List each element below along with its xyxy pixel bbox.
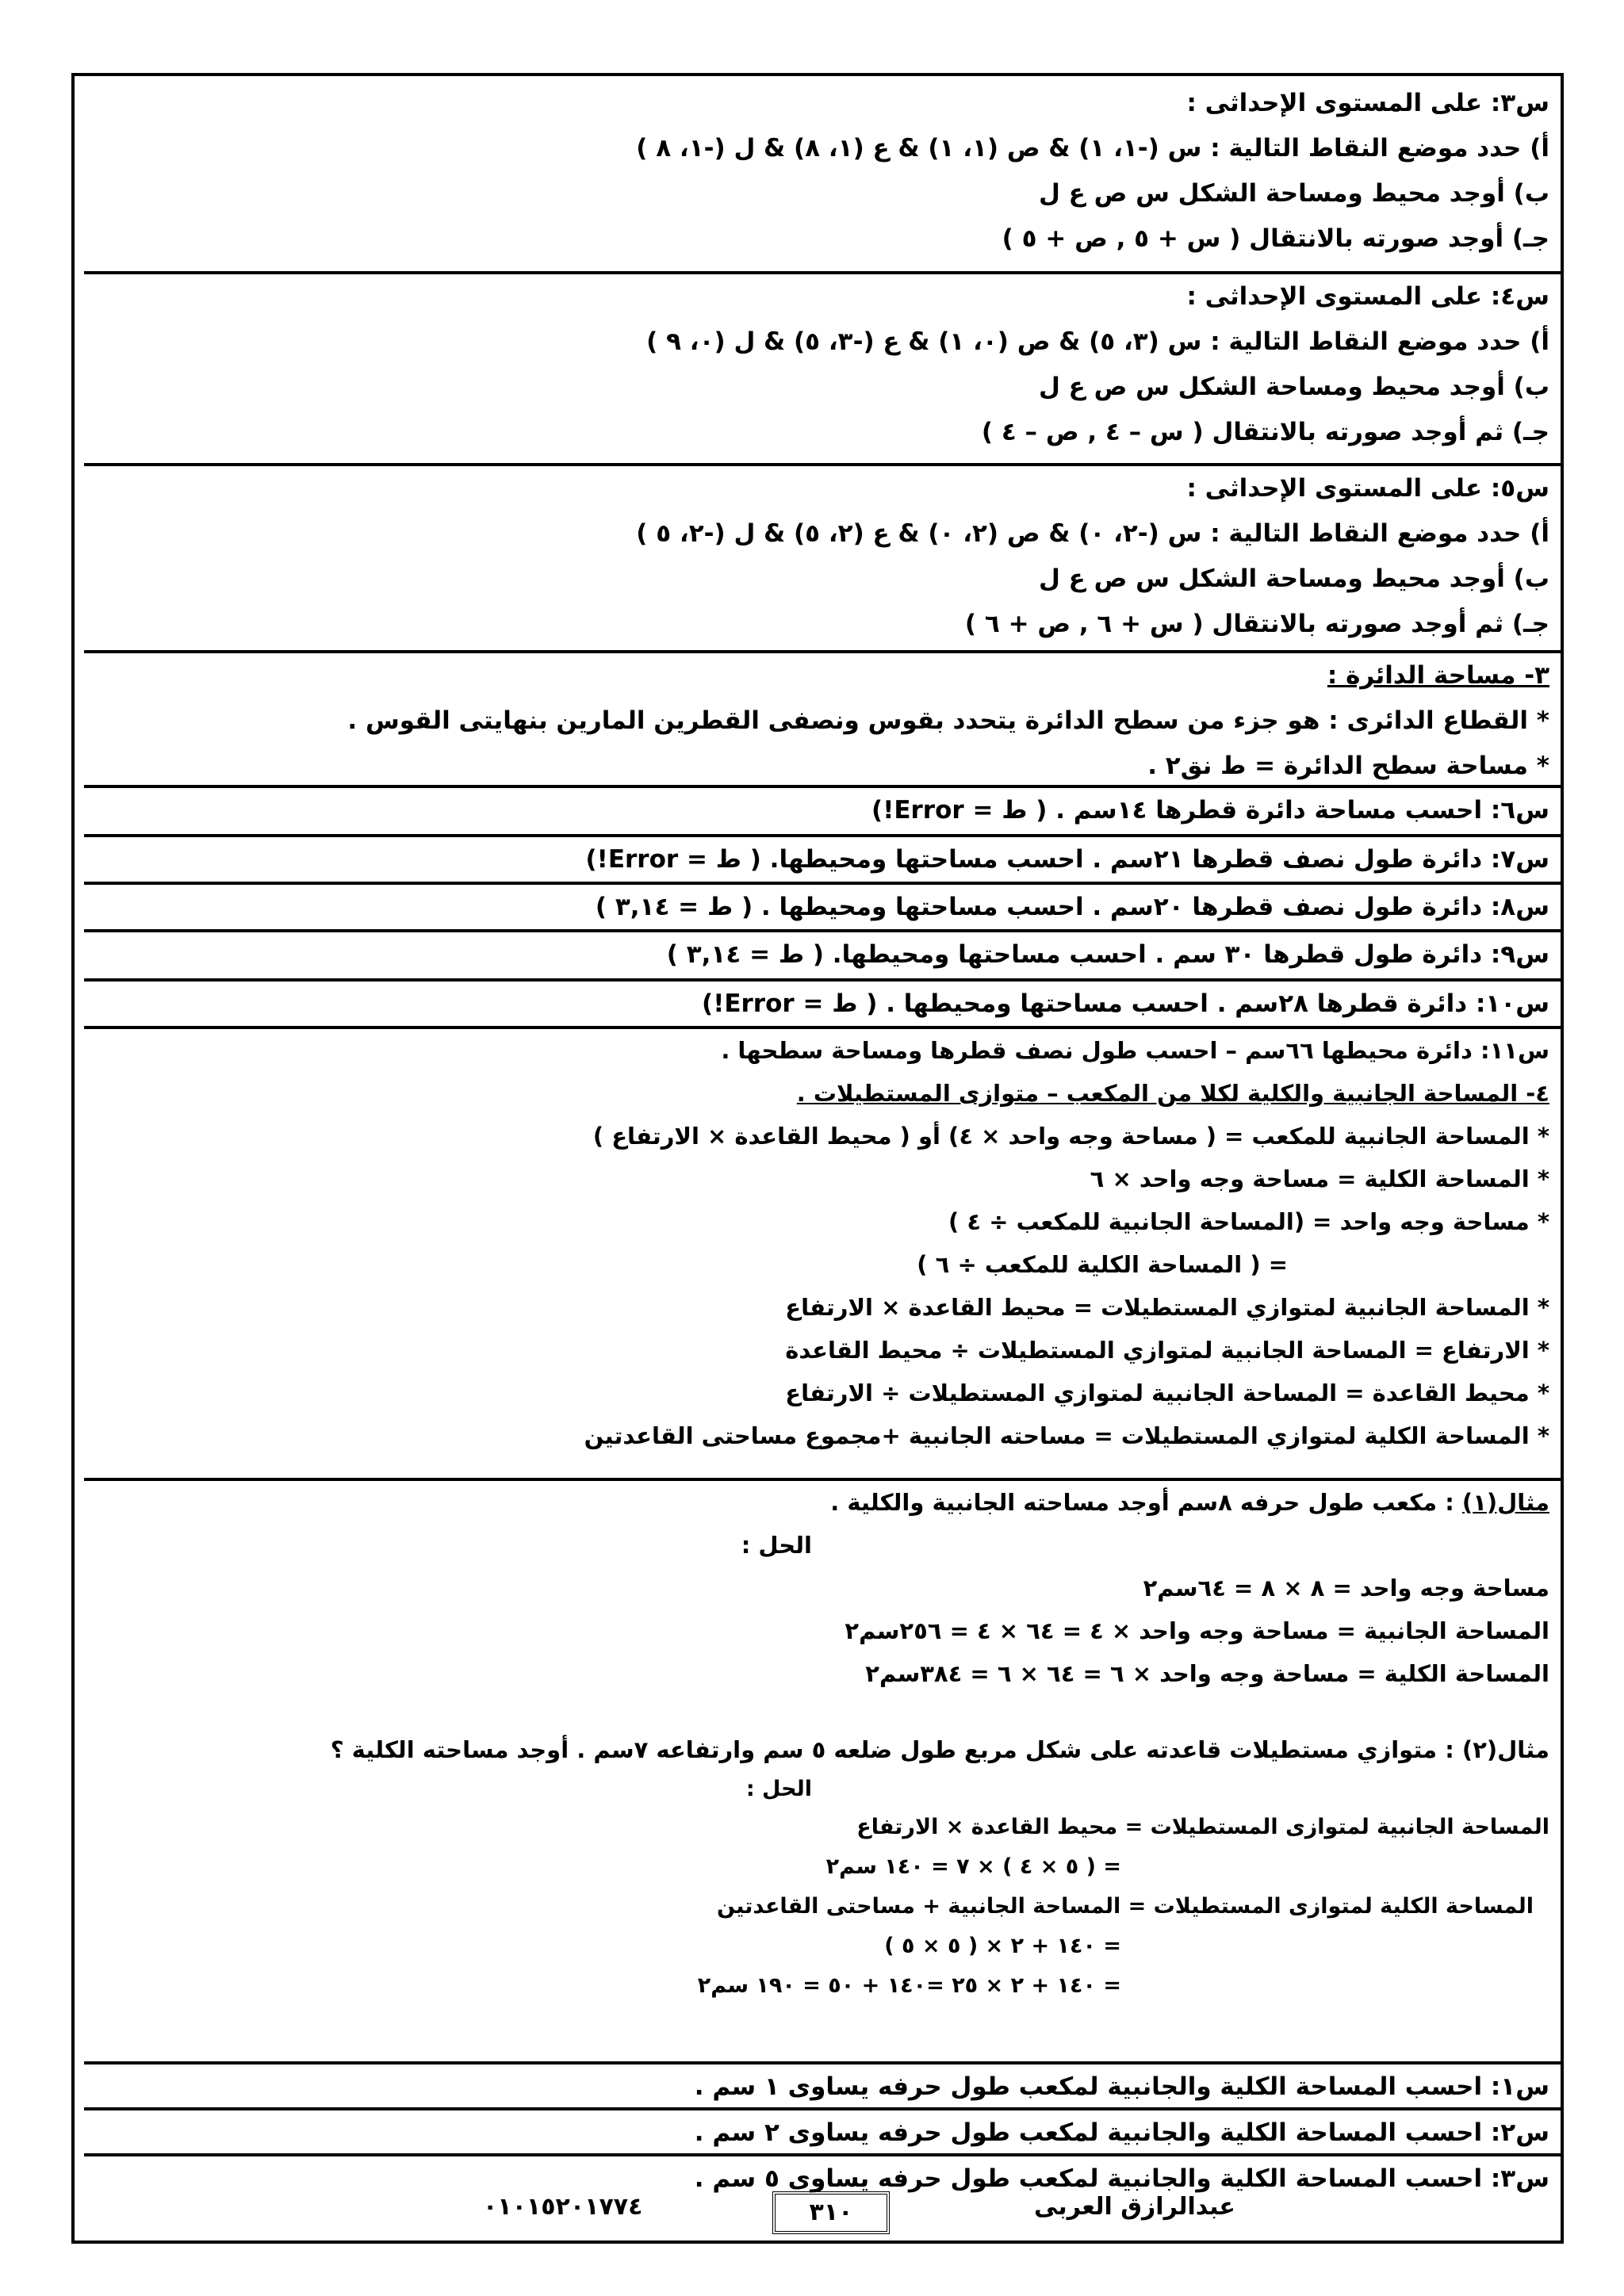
question-line: س٩: دائرة طول قطرها ٣٠ سم . احسب مساحتها ومحيطها. ( ط = ٣,١٤ )	[666, 940, 1549, 969]
example-2-step: = ( ٥ × ٤ ) × ٧ = ١٤٠ سم٢	[825, 1854, 1121, 1879]
example-2-step: = ١٤٠ + ٢ × ٢٥ =١٤٠ + ٥٠ = ١٩٠ سم٢	[697, 1973, 1121, 1998]
question-line: س٣: احسب المساحة الكلية والجانبية لمكعب طول حرفه يساوى ٥ سم .	[694, 2164, 1549, 2193]
example-2-step: = ١٤٠ + ٢ × ( ٥ × ٥ )	[884, 1934, 1121, 1958]
circle-question-9	[84, 932, 1561, 982]
q3-line: جـ) أوجد صورته بالانتقال ( س + ٥ , ص + ٥ )	[1002, 224, 1549, 253]
solution-label: الحل :	[741, 1532, 812, 1559]
q3-line: أ) حدد موضع النقاط التالية : س (-١، ١) & ص (١، ١) & ع (١، ٨) & ل (-١، ٨ )	[636, 134, 1549, 163]
q5-line: ب) أوجد محيط ومساحة الشكل س ص ع ل	[1038, 564, 1549, 593]
phone-number: ٠١٠١٥٢٠١٧٧٤	[483, 2193, 643, 2221]
rule-line: * الارتفاع = المساحة الجانبية لمتوازي المستطيلات ÷ محيط القاعدة	[785, 1337, 1549, 1364]
q4-line: أ) حدد موضع النقاط التالية : س (٣، ٥) & ص (٠، ١) & ع (-٣، ٥) & ل (٠، ٩ )	[646, 327, 1549, 356]
rule-line: * المساحة الكلية = مساحة وجه واحد × ٦	[1090, 1165, 1549, 1192]
q5-line: أ) حدد موضع النقاط التالية : س (-٢، ٠) & ص (٢، ٠) & ع (٢، ٥) & ل (-٢، ٥ )	[636, 519, 1549, 548]
final-question-2	[84, 2110, 1561, 2156]
question-line: س٦: احسب مساحة دائرة قطرها ١٤سم . ( ط = Error!)	[871, 796, 1549, 825]
surface-area-section	[84, 1029, 1561, 1481]
question-line: س٨: دائرة طول نصف قطرها ٢٠سم . احسب مساحتها ومحيطها . ( ط = ٣,١٤ )	[595, 893, 1549, 921]
page-content	[84, 81, 1561, 2241]
rule-line: * المساحة الكلية لمتوازي المستطيلات = مساحته الجانبية +مجموع مساحتى القاعدتين	[584, 1422, 1549, 1449]
question-4-block	[84, 274, 1561, 466]
definition-line: * القطاع الدائرى : هو جزء من سطح الدائرة يتحدد بقوس ونصفى القطرين المارين بنهايتى القوس .	[347, 706, 1549, 735]
final-question-1	[84, 2064, 1561, 2110]
question-line: س١: احسب المساحة الكلية والجانبية لمكعب طول حرفه يساوى ١ سم .	[694, 2072, 1549, 2101]
rule-line: * المساحة الجانبية للمكعب = ( مساحة وجه واحد × ٤) أو ( محيط القاعدة × الارتفاع )	[592, 1123, 1549, 1150]
q5-line: جـ) ثم أوجد صورته بالانتقال ( س + ٦ , ص + ٦ )	[964, 610, 1549, 638]
examples-block	[84, 1481, 1561, 2064]
question-line: س٧: دائرة طول نصف قطرها ٢١سم . احسب مساحتها ومحيطها. ( ط = Error!)	[585, 845, 1549, 874]
rule-line: * مساحة وجه واحد = (المساحة الجانبية للمكعب ÷ ٤ )	[948, 1208, 1549, 1235]
example-1-text: : مكعب طول حرفه ٨سم أوجد مساحته الجانبية والكلية .	[830, 1489, 1462, 1516]
example-1-step: المساحة الجانبية = مساحة وجه واحد × ٤ = ٦٤ × ٤ = ٢٥٦سم٢	[845, 1617, 1549, 1644]
question-line: س١٠: دائرة قطرها ٢٨سم . احسب مساحتها ومحيطها . ( ط = Error!)	[702, 989, 1549, 1018]
question-3-block	[84, 81, 1561, 274]
rule-line: = ( المساحة الكلية للمكعب ÷ ٦ )	[917, 1251, 1288, 1278]
q3-line: س٣: على المستوى الإحداثى :	[1186, 89, 1549, 117]
page-number: ٣١٠	[772, 2191, 890, 2234]
example-1-step: مساحة وجه واحد = ٨ × ٨ = ٦٤سم٢	[1143, 1575, 1549, 1601]
solution-label: الحل :	[745, 1777, 812, 1801]
page-footer	[75, 2185, 1561, 2233]
example-1-step: المساحة الكلية = مساحة وجه واحد × ٦ = ٦٤ × ٦ = ٣٨٤سم٢	[865, 1660, 1549, 1687]
example-2-step: المساحة الكلية لمتوازى المستطيلات = المساحة الجانبية + مساحتى القاعدتين	[716, 1894, 1534, 1919]
circle-question-8	[84, 885, 1561, 932]
question-5-block	[84, 466, 1561, 653]
circle-question-6	[84, 788, 1561, 837]
section-heading: ٤- المساحة الجانبية والكلية لكلا من المكعب – متوازى المستطيلات .	[796, 1080, 1549, 1107]
circle-question-10	[84, 982, 1561, 1029]
example-1-label: مثال(١)	[1461, 1489, 1549, 1516]
q4-line: جـ) ثم أوجد صورته بالانتقال ( س – ٤ , ص – ٤ )	[981, 418, 1549, 446]
example-2-step: المساحة الجانبية لمتوازى المستطيلات = محيط القاعدة × الارتفاع	[856, 1815, 1549, 1839]
rule-line: * المساحة الجانبية لمتوازي المستطيلات = محيط القاعدة × الارتفاع	[785, 1294, 1549, 1321]
example-2-title: مثال(٢) : متوازي مستطيلات قاعدته على شكل مربع طول ضلعه ٥ سم وارتفاعه ٧سم . أوجد مساحته الكلية ؟	[330, 1736, 1549, 1763]
formula-line: * مساحة سطح الدائرة = ط نق٢ .	[1147, 752, 1549, 780]
rule-line: * محيط القاعدة = المساحة الجانبية لمتوازي المستطيلات ÷ الارتفاع	[785, 1380, 1549, 1406]
question-line: س١١: دائرة محيطها ٦٦سم – احسب طول نصف قطرها ومساحة سطحها .	[721, 1037, 1549, 1064]
circle-area-section	[84, 653, 1561, 788]
question-line: س٢: احسب المساحة الكلية والجانبية لمكعب طول حرفه يساوى ٢ سم .	[694, 2118, 1549, 2147]
q4-line: ب) أوجد محيط ومساحة الشكل س ص ع ل	[1038, 373, 1549, 401]
section-heading: ٣- مساحة الدائرة :	[1327, 661, 1549, 690]
q4-line: س٤: على المستوى الإحداثى :	[1186, 282, 1549, 311]
page-frame	[71, 73, 1564, 2244]
q5-line: س٥: على المستوى الإحداثى :	[1186, 474, 1549, 503]
q3-line: ب) أوجد محيط ومساحة الشكل س ص ع ل	[1038, 179, 1549, 208]
circle-question-7	[84, 837, 1561, 885]
example-1-title	[95, 1481, 1549, 1524]
author-name: عبدالرازق العربى	[1034, 2193, 1235, 2221]
